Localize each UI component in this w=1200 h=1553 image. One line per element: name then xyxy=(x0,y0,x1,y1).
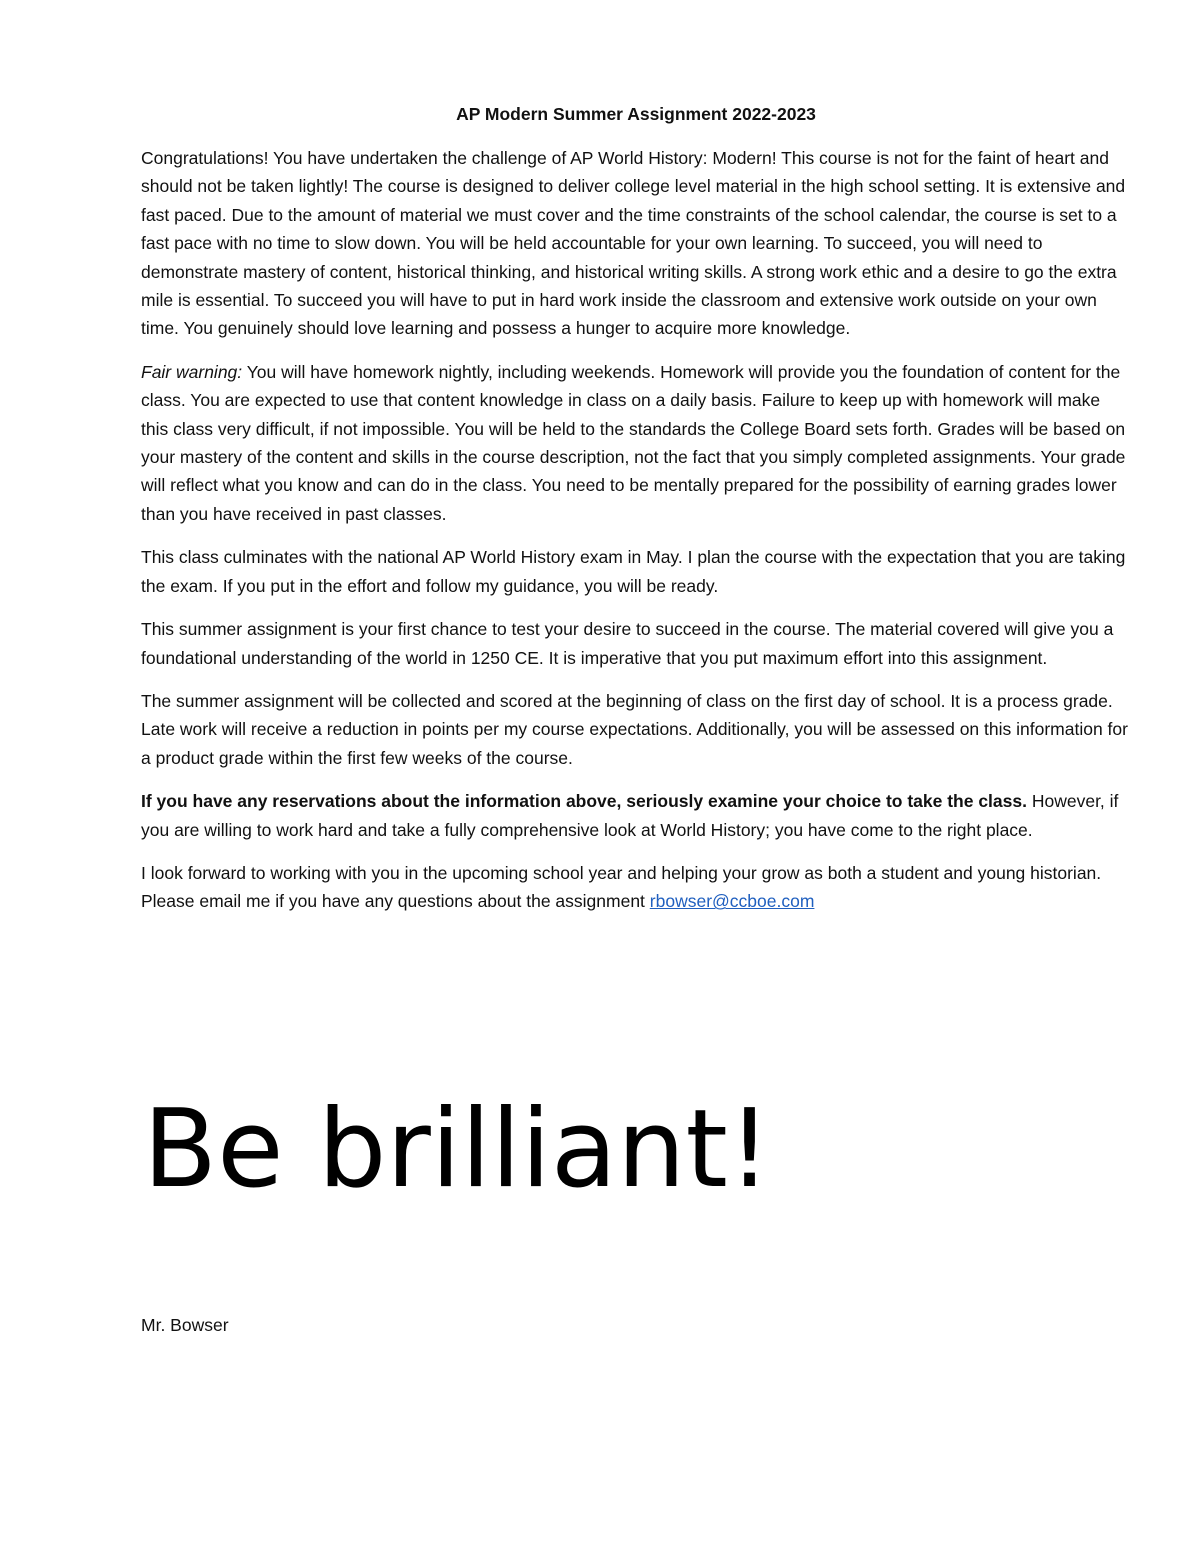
document-body xyxy=(141,100,1131,931)
contact-paragraph xyxy=(141,859,1131,916)
fair-warning-paragraph xyxy=(141,358,1131,528)
reservations-text: However, if you are willing to work hard and take a fully comprehensive look at World History; you have come to the right place. xyxy=(141,791,1119,840)
grading-paragraph: The summer assignment will be collected and scored at the beginning of class on the first day of school. It is a process grade. Late work will receive a reduction in points per my course expectations. Additionally, you will be assessed on this information for a product grade within the first few weeks of the course. xyxy=(141,690,1128,768)
email-link[interactable]: rbowser@ccboe.com xyxy=(649,891,815,912)
document-title: AP Modern Summer Assignment 2022-2023 xyxy=(456,104,816,124)
closing-text: Be brilliant! xyxy=(143,1087,772,1212)
reservations-bold-text: If you have any reservations about the information above, seriously examine your choice to take the class. xyxy=(141,791,1027,812)
reservations-paragraph xyxy=(141,787,1131,844)
signature: Mr. Bowser xyxy=(141,1315,229,1335)
summer-assignment-paragraph: This summer assignment is your first chance to test your desire to succeed in the course. The material covered will give you a foundational understanding of the world in 1250 CE. It is imperative that you put maximum effort into this assignment. xyxy=(141,619,1114,668)
fair-warning-text: You will have homework nightly, including weekends. Homework will provide you the foundation of content for the class. You are expected to use that content knowledge in class on a daily basis. Failure to keep up with homework will make this class very difficult, if not impossible. You will be held to the standards the College Board sets forth. Grades will be based on your mastery of the content and skills in the course description, not the fact that you simply completed assignments. Your grade will reflect what you know and can do in the class. You need to be mentally prepared for the possibility of earning grades lower than you have received in past classes. xyxy=(141,361,1126,524)
intro-paragraph: Congratulations! You have undertaken the challenge of AP World History: Modern! This course is not for the faint of heart and should not be taken lightly! The course is designed to deliver college level material in the high school setting. It is extensive and fast paced. Due to the amount of material we must cover and the time constraints of the school calendar, the course is set to a fast pace with no time to slow down. You will be held accountable for your own learning. To succeed, you will need to demonstrate mastery of content, historical thinking, and historical writing skills. A strong work ethic and a desire to go the extra mile is essential. To succeed you will have to put in hard work inside the classroom and extensive work outside on your own time. You genuinely should love learning and possess a hunger to acquire more knowledge. xyxy=(141,148,1126,339)
fair-warning-label: Fair warning: xyxy=(141,361,243,382)
exam-paragraph: This class culminates with the national AP World History exam in May. I plan the course with the expectation that you are taking the exam. If you put in the effort and follow my guidance, you will be ready. xyxy=(141,547,1126,596)
contact-text: I look forward to working with you in the upcoming school year and helping your grow as both a student and young historian. Please email me if you have any questions about the assignment xyxy=(141,862,1102,912)
